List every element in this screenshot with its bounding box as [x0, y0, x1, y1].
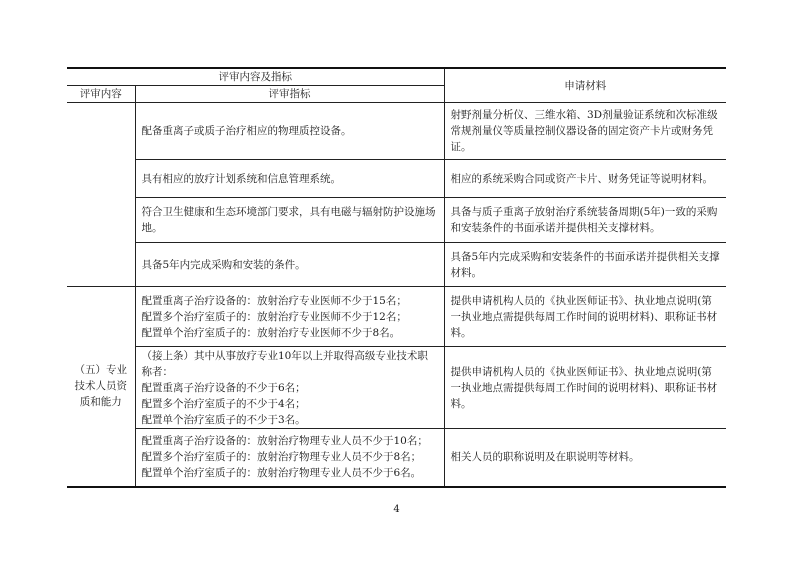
indicator-line: 配置多个治疗室质子的不少于4名； [141, 397, 306, 410]
materials-text: 射野剂量分析仪、三维水箱、3D剂量验证系统和次标准级常规剂量仪等质量控制仪器设备的固定资产卡片或财务凭证。 [450, 109, 718, 153]
indicator-line: 配置多个治疗室质子的：放射治疗物理专业人员不少于8名； [141, 451, 422, 464]
indicator-cell [135, 347, 444, 429]
materials-cell [444, 429, 726, 487]
indicator-line: 配置多个治疗室质子的：放射治疗专业医师不少于12名； [141, 310, 407, 323]
category-cell-continued [67, 103, 135, 287]
header-materials-cell: 申请材料 [444, 68, 726, 103]
indicator-text: 具备5年内完成采购和安装的条件。 [141, 258, 306, 271]
indicator-cell [135, 429, 444, 487]
indicator-line: 配置单个治疗室质子的：放射治疗专业医师不少于8名。 [141, 326, 401, 339]
indicator-text: 符合卫生健康和生态环境部门要求，具有电磁与辐射防护设施场地。 [141, 206, 436, 234]
materials-cell [444, 243, 726, 287]
indicator-cell [135, 243, 444, 287]
indicator-line: 配置重离子治疗设备的：放射治疗物理专业人员不少于10名； [141, 435, 428, 448]
materials-text: 相关人员的职称说明及在职说明等材料。 [450, 451, 640, 464]
indicator-text: 具有相应的放疗计划系统和信息管理系统。 [141, 172, 341, 185]
indicator-line: 配置单个治疗室质子的不少于3名。 [141, 413, 306, 426]
materials-text: 提供申请机构人员的《执业医师证书》、执业地点说明(第一执业地点需提供每周工作时间的说明材料)、职称证书材料。 [450, 365, 718, 410]
indicator-text: 配备重离子或质子治疗相应的物理质控设备。 [141, 125, 352, 137]
materials-text: 相应的系统采购合同或资产卡片、财务凭证等说明材料。 [450, 172, 713, 185]
indicator-line: （接上条）其中从事放疗专业10年以上并取得高级专业技术职称者： [141, 349, 428, 378]
category-text-line: 技术人员资 [74, 380, 127, 393]
category-cell [67, 287, 135, 487]
page-number: 4 [393, 504, 400, 515]
materials-text: 具备与质子重离子放射治疗系统装备周期(5年)一致的采购和安装条件的书面承诺并提供相关支撑材料。 [450, 206, 718, 234]
materials-text: 提供申请机构人员的《执业医师证书》、执业地点说明(第一执业地点需提供每周工作时间的说明材料)、职称证书材料。 [450, 294, 718, 339]
materials-cell [444, 347, 726, 429]
materials-text: 具备5年内完成采购和安装条件的书面承诺并提供相关支撑材料。 [450, 250, 720, 279]
header-indicator-cell: 评审指标 [135, 86, 444, 103]
indicator-line: 配置重离子治疗设备的不少于6名； [141, 381, 306, 394]
materials-cell [444, 287, 726, 347]
indicator-cell [135, 160, 444, 198]
indicator-cell [135, 287, 444, 347]
indicator-line: 配置单个治疗室质子的：放射治疗物理专业人员不少于6名。 [141, 467, 422, 480]
category-text-line: 质和能力 [79, 396, 122, 409]
indicator-cell [135, 103, 444, 160]
materials-cell [444, 198, 726, 243]
header-content-cell: 评审内容 [67, 86, 135, 103]
materials-cell [444, 160, 726, 198]
category-text-line: （五）专业 [74, 364, 127, 377]
header-group-cell: 评审内容及指标 [67, 68, 444, 86]
indicator-line: 配置重离子治疗设备的：放射治疗专业医师不少于15名； [141, 294, 407, 307]
indicator-cell [135, 198, 444, 243]
review-criteria-table [67, 67, 726, 488]
materials-cell [444, 103, 726, 160]
